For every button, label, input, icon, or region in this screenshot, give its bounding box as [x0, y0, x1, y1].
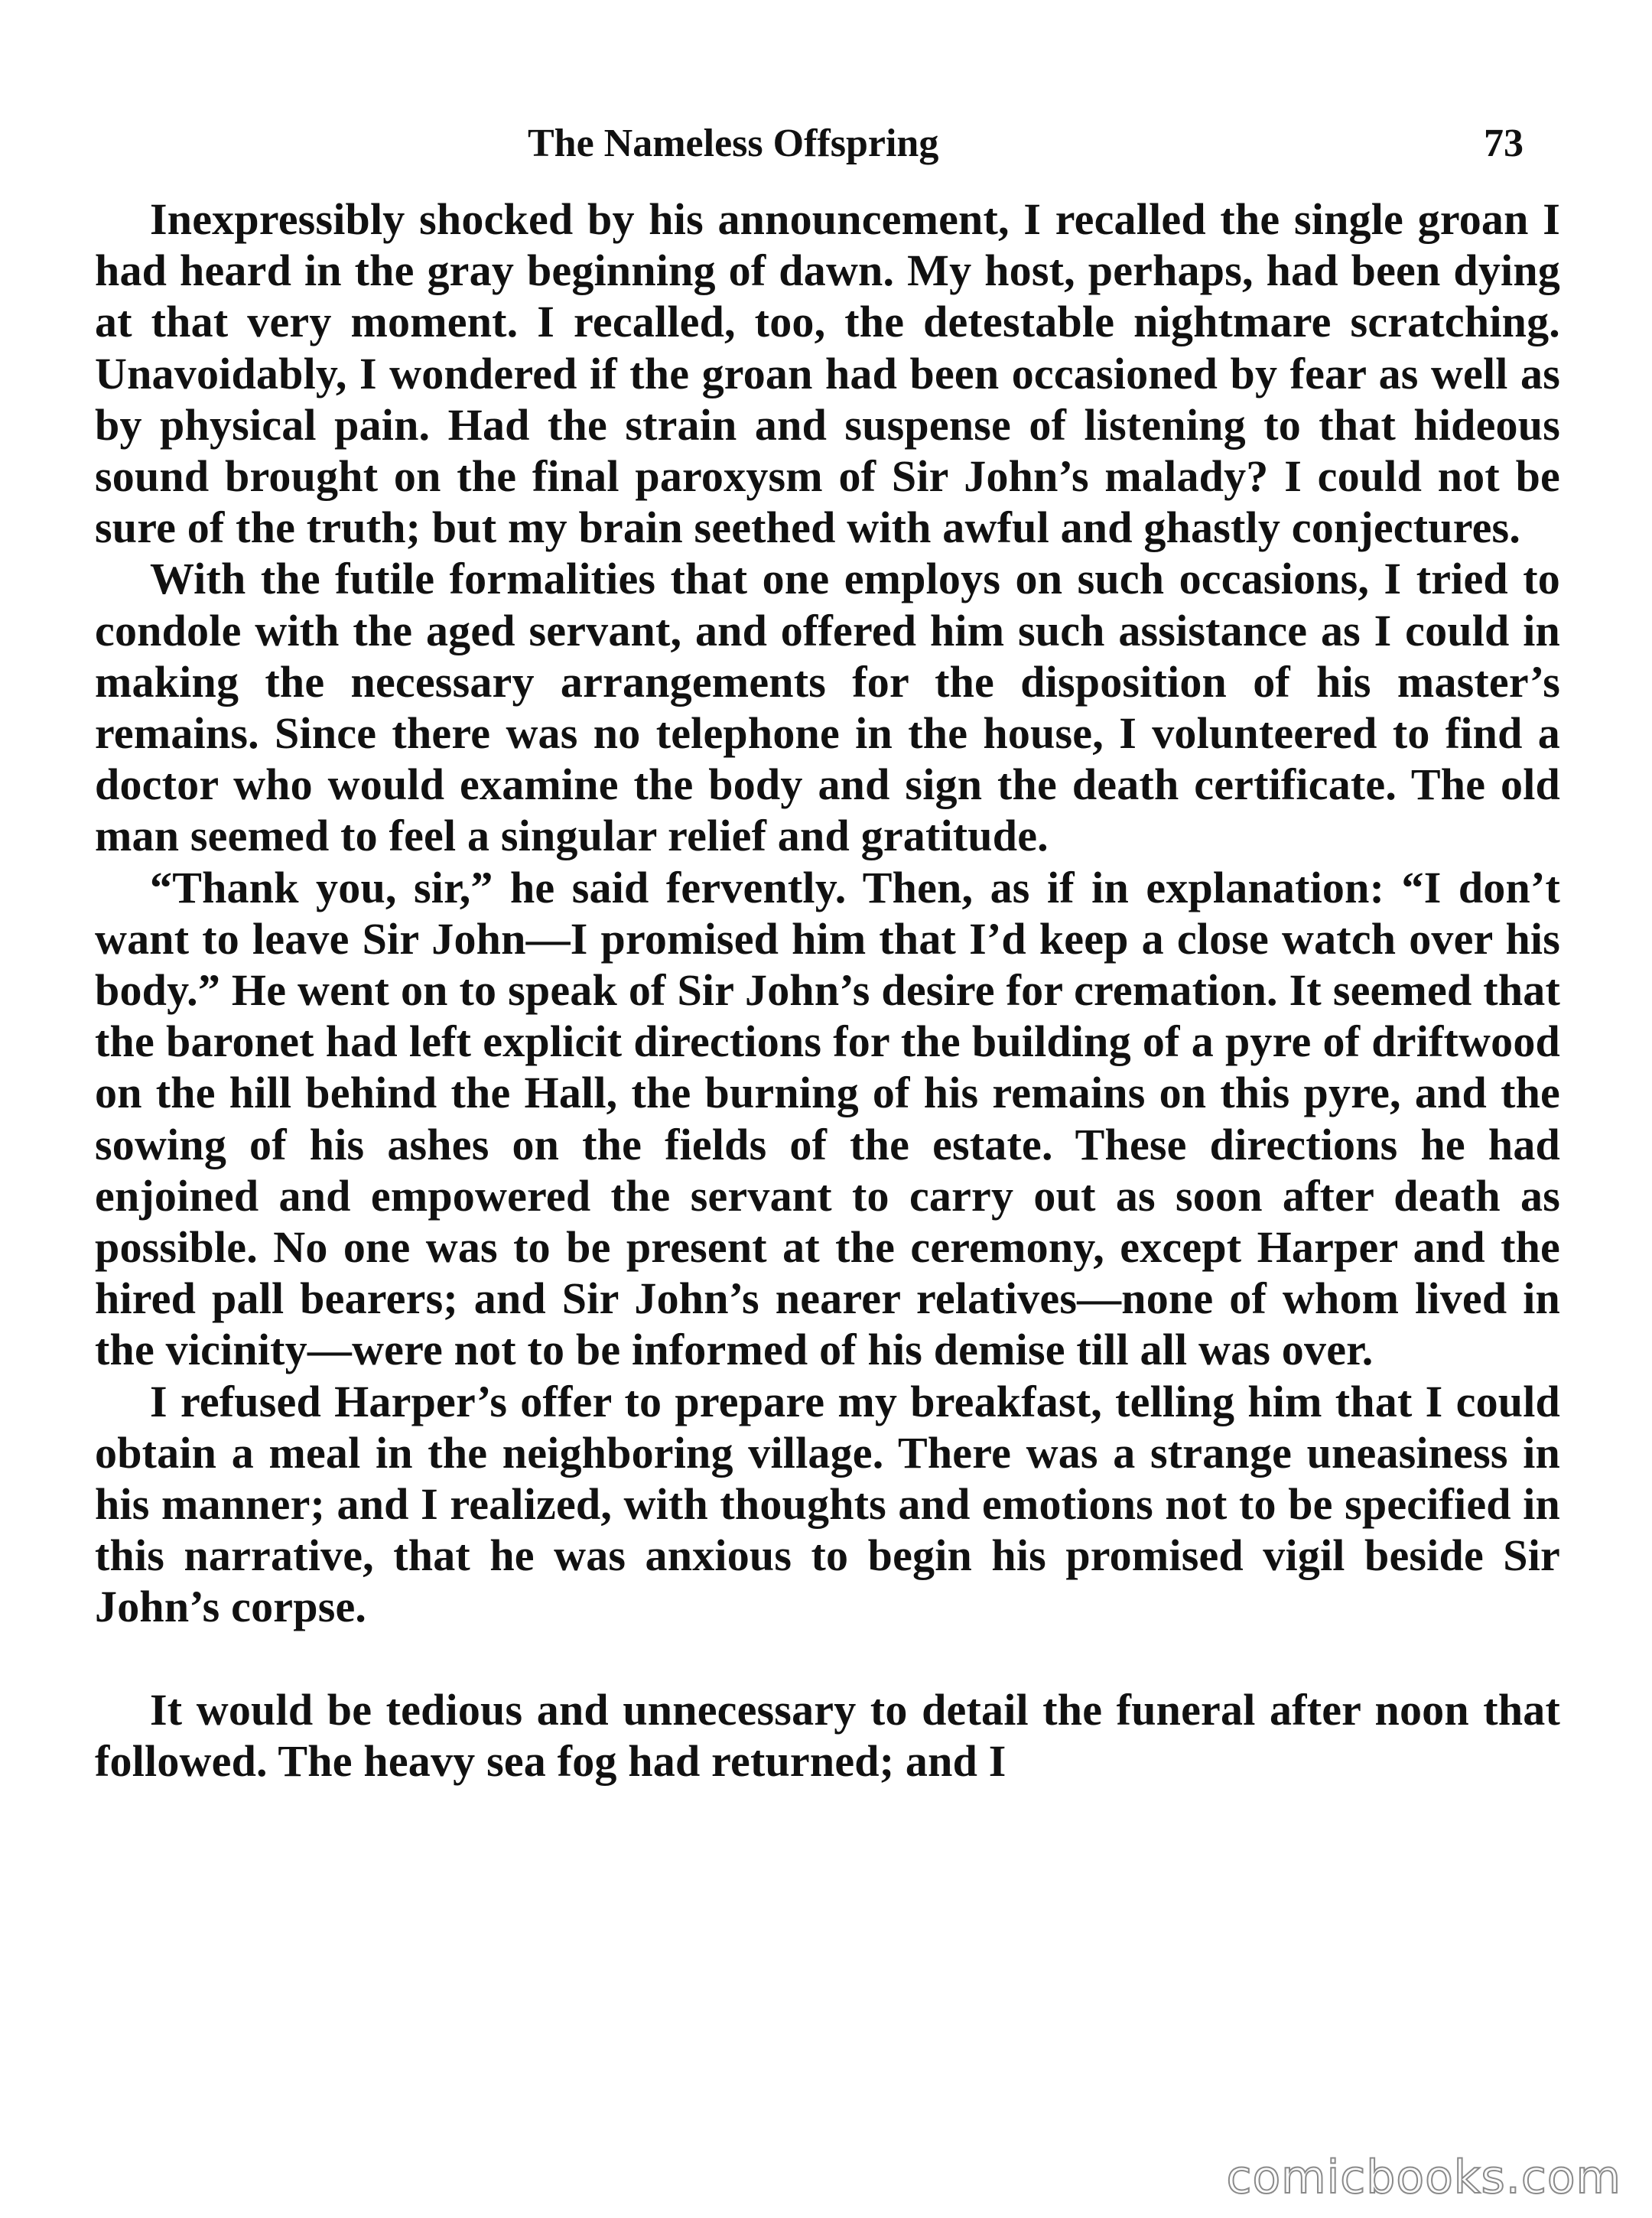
paragraph: It would be tedious and unnecessary to detail the funeral after noon that followed. The heavy sea fog had returned; and I	[95, 1684, 1560, 1786]
paragraph: With the futile formalities that one employs on such occasions, I tried to condole with the aged servant, and offered him such assistance as I could in making the necessary arrangements for the disposition of his master’s remains. Since there was no telephone in the house, I volunteered to find a doctor who would examine the body and sign the death certificate. The old man seemed to feel a singular relief and gratitude.	[95, 554, 1560, 861]
watermark-logo: comicbooks.com	[1226, 2151, 1621, 2204]
paragraph: “Thank you, sir,” he said fervently. Then, as if in explanation: “I don’t want to leave Sir John—I promised him that I’d keep a close watch over his body.” He went on to speak of Sir John’s desire for cremation. It seemed that the baronet had left explicit directions for the building of a pyre of driftwood on the hill behind the Hall, the burning of his remains on this pyre, and the sowing of his ashes on the fields of the estate. These directions he had enjoined and empowered the servant to carry out as soon after death as possible. No one was to be present at the ceremony, except Harper and the hired pall bearers; and Sir John’s nearer relatives—none of whom lived in the vicinity—were not to be informed of his demise till all was over.	[95, 862, 1560, 1375]
body-text	[95, 194, 1560, 1787]
section-break	[95, 1633, 1560, 1684]
paragraph: Inexpressibly shocked by his announcement, I recalled the single groan I had heard in the gray beginning of dawn. My host, perhaps, had been dying at that very moment. I recalled, too, the detestable nightmare scratching. Unavoidably, I wondered if the groan had been occasioned by fear as well as by physical pain. Had the strain and suspense of listening to that hideous sound brought on the final paroxysm of Sir John’s malady? I could not be sure of the truth; but my brain seethed with awful and ghastly conjectures.	[95, 194, 1560, 553]
page-number: 73	[1484, 122, 1524, 165]
running-title: The Nameless Offspring	[528, 122, 939, 165]
paragraph: I refused Harper’s offer to prepare my breakfast, telling him that I could obtain a meal in the neighboring village. There was a strange uneasiness in his manner; and I realized, with thoughts and emotions not to be specified in this narrative, that he was anxious to begin his promised vigil beside Sir John’s corpse.	[95, 1376, 1560, 1632]
running-head	[0, 113, 1652, 174]
